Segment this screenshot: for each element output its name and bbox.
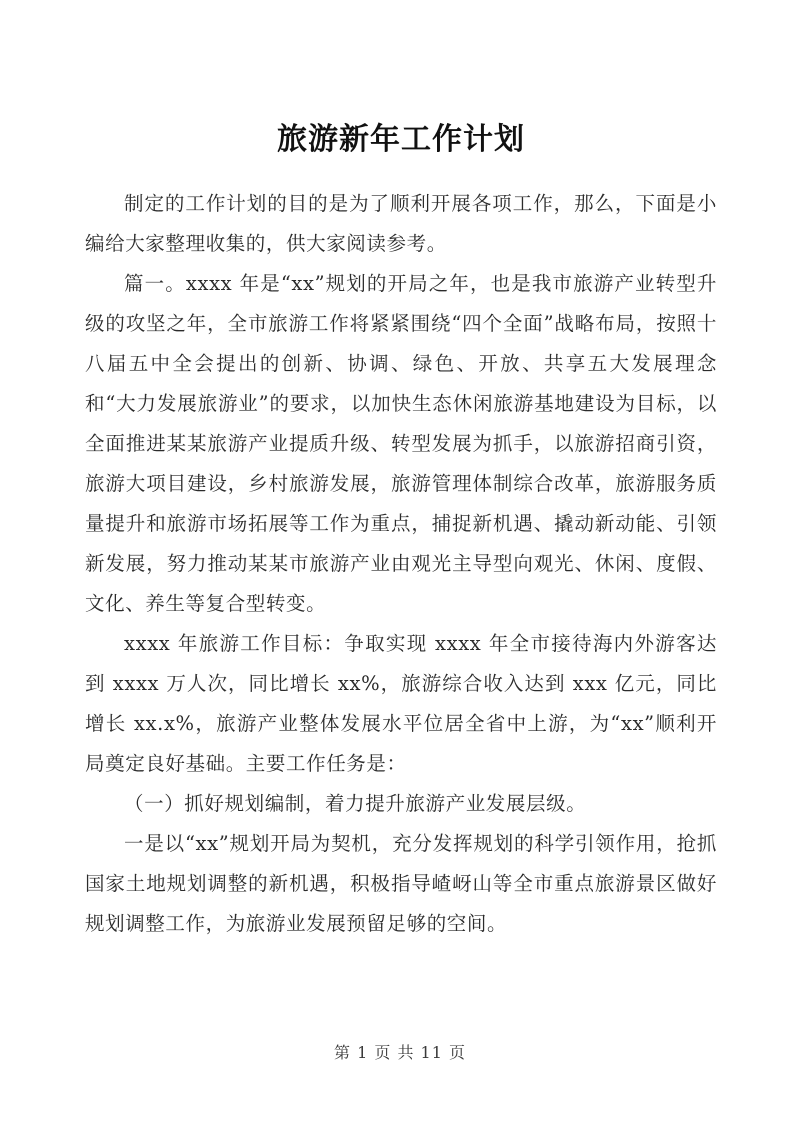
page-title: 旅游新年工作计划 — [277, 122, 525, 157]
paragraph-subheading-one: （一）抓好规划编制，着力提升旅游产业发展层级。 — [124, 792, 587, 815]
paragraph-section-one-overview: 篇一。xxxx 年是“xx”规划的开局之年，也是我市旅游产业转型升级的攻坚之年，全市旅游工作将紧紧围绕“四个全面”战略布局，按照十八届五中全会提出的创新、协调、绿色、开放、共享五大发展理念和“大力发展旅游业”的要求，以加快生态休闲旅游基地建设为目标，以全面推进某某旅游产业提质升级、转型发展为抓手，以旅游招商引资，旅游大项目建设，乡村旅游发展，旅游管理体制综合改革，旅游服务质量提升和旅游市场拓展等工作为重点，捕捉新机遇、撬动新动能、引领新发展，努力推动某某市旅游产业由观光主导型向观光、休闲、度假、文化、养生等复合型转变。 — [85, 272, 717, 615]
paragraph-point-one: 一是以“xx”规划开局为契机，充分发挥规划的科学引领作用，抢抓国家土地规划调整的新机遇，积极指导嵖岈山等全市重点旅游景区做好规划调整工作，为旅游业发展预留足够的空间。 — [85, 832, 717, 935]
document-body — [85, 118, 717, 944]
page-footer: 第 1 页 共 11 页 — [334, 1043, 466, 1062]
paragraph-annual-targets: xxxx 年旅游工作目标：争取实现 xxxx 年全市接待海内外游客达到 xxxx 万人次，同比增长 xx%，旅游综合收入达到 xxx 亿元，同比增长 xx.x%，旅游产业整体发展水平位居全省中上游，为“xx”顺利开局奠定良好基础。主要工作任务是： — [85, 632, 717, 775]
paragraph-intro: 制定的工作计划的目的是为了顺利开展各项工作，那么，下面是小编给大家整理收集的，供大家阅读参考。 — [85, 192, 717, 255]
